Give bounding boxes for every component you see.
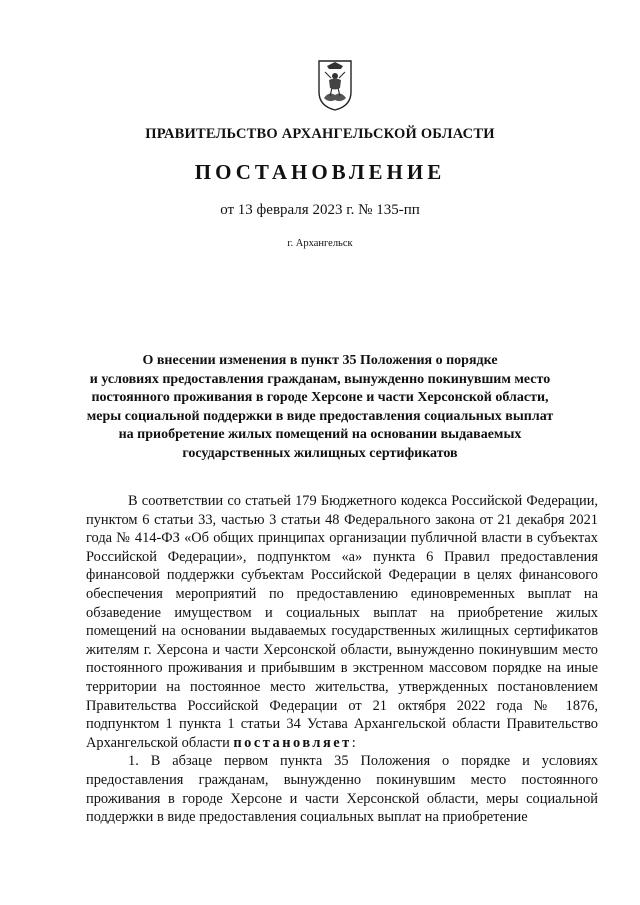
title-line: меры социальной поддержки в виде предоставления социальных выплат [86,408,554,424]
document-title [80,352,560,464]
resolution-keyword: постановляет [233,734,352,751]
body-paragraph [86,752,598,826]
document-type: ПОСТАНОВЛЕНИЕ [194,160,446,184]
document-body [86,492,598,827]
paragraph-text: В соответствии со статьей 179 Бюджетного кодекса Российской Федерации, пунктом 6 статьи 33, частью 3 статьи 48 Федерального закона от 21 декабря 2021 года № 414-ФЗ «Об общих принципах организации публичной власти в субъектах Российской Федерации», подпунктом «а» пункта 6 Правил предоставления финансовой поддержки субъектам Российской Федерации в целях финансового обеспечения мероприятий по предоставлению единовременных выплат на обзаведение имуществом и социальных выплат на приобретение жилых помещений на основании выдаваемых государственных жилищных сертификатов жителям г. Херсона и части Херсонской области, вынужденно покинувшим место постоянного проживания и прибывшим в экстренном массовом порядке на иные территории на постоянное место жительства, утвержденных постановлением Правительства Российской Федерации от 21 октября 2022 года № 1876, подпунктом 1 пункта 1 статьи 34 Устава Архангельской области Правительство Архангельской области [86,493,598,751]
title-line: на приобретение жилых помещений на основании выдаваемых [118,427,522,443]
organization-name: ПРАВИТЕЛЬСТВО АРХАНГЕЛЬСКОЙ ОБЛАСТИ [145,126,495,142]
title-line: постоянного проживания в городе Херсоне и части Херсонской области, [91,390,549,406]
city: г. Архангельск [287,238,353,249]
paragraph-text: 1. В абзаце первом пункта 35 Положения о порядке и условиях предоставления гражданам, вынужденно покинувшим место постоянного проживания в городе Херсоне и части Херсонской области, меры социальной поддержки в виде предоставления социальных выплат на приобретение [86,753,598,826]
title-line: и условиях предоставления гражданам, вынужденно покинувшим место [89,371,551,387]
title-line: государственных жилищных сертификатов [182,445,458,461]
body-paragraph [86,492,598,752]
title-line: О внесении изменения в пункт 35 Положения о порядке [142,353,498,368]
date-and-number: от 13 февраля 2023 г. № 135-пп [220,202,420,218]
paragraph-end: : [351,734,356,751]
arkhangelsk-coat-of-arms-icon [315,58,355,112]
